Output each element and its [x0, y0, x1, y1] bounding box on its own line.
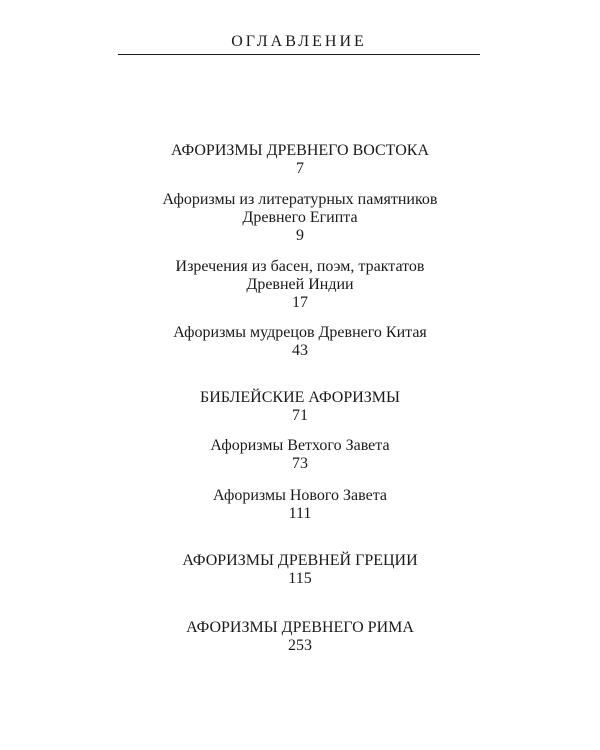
toc-entry-title: Изречения из басен, поэм, трактатов [175, 258, 425, 275]
toc-entry [0, 619, 600, 655]
toc-entry [0, 258, 600, 312]
toc-entry-title: БИБЛЕЙСКИЕ АФОРИЗМЫ [200, 389, 400, 406]
toc-entry [0, 324, 600, 360]
toc-entry [0, 487, 600, 523]
toc-entry-page: 111 [288, 505, 312, 522]
toc-header [118, 32, 480, 55]
toc-entry-title: Древней Индии [246, 276, 354, 293]
toc-entry-page: 17 [292, 294, 308, 311]
toc-entry-page: 73 [292, 455, 308, 472]
toc-entry-title: АФОРИЗМЫ ДРЕВНЕЙ ГРЕЦИИ [182, 552, 418, 569]
toc-entry-page: 115 [288, 570, 312, 587]
toc-entry-title: Древнего Египта [242, 209, 358, 226]
toc-entry-page: 253 [288, 637, 312, 654]
toc-entry-page: 9 [296, 227, 304, 244]
toc-entry [0, 552, 600, 588]
toc-entry-page: 71 [292, 407, 308, 424]
header-rule [118, 54, 480, 55]
toc-entry-title: Афоризмы Нового Завета [213, 487, 387, 504]
toc-entry-page: 7 [296, 160, 304, 177]
toc-entry [0, 389, 600, 425]
toc-entry-title: Афоризмы из литературных памятников [162, 191, 438, 208]
toc-entry [0, 437, 600, 473]
page-title: ОГЛАВЛЕНИЕ [231, 33, 367, 50]
toc-entry-title: Афоризмы Ветхого Завета [210, 437, 390, 454]
toc-entry [0, 142, 600, 178]
toc-entry-title: АФОРИЗМЫ ДРЕВНЕГО ВОСТОКА [170, 142, 429, 159]
toc-entry-title: Афоризмы мудрецов Древнего Китая [173, 324, 427, 341]
toc-entry [0, 191, 600, 245]
toc-entry-title: АФОРИЗМЫ ДРЕВНЕГО РИМА [186, 619, 414, 636]
toc-entry-page: 43 [292, 342, 308, 359]
